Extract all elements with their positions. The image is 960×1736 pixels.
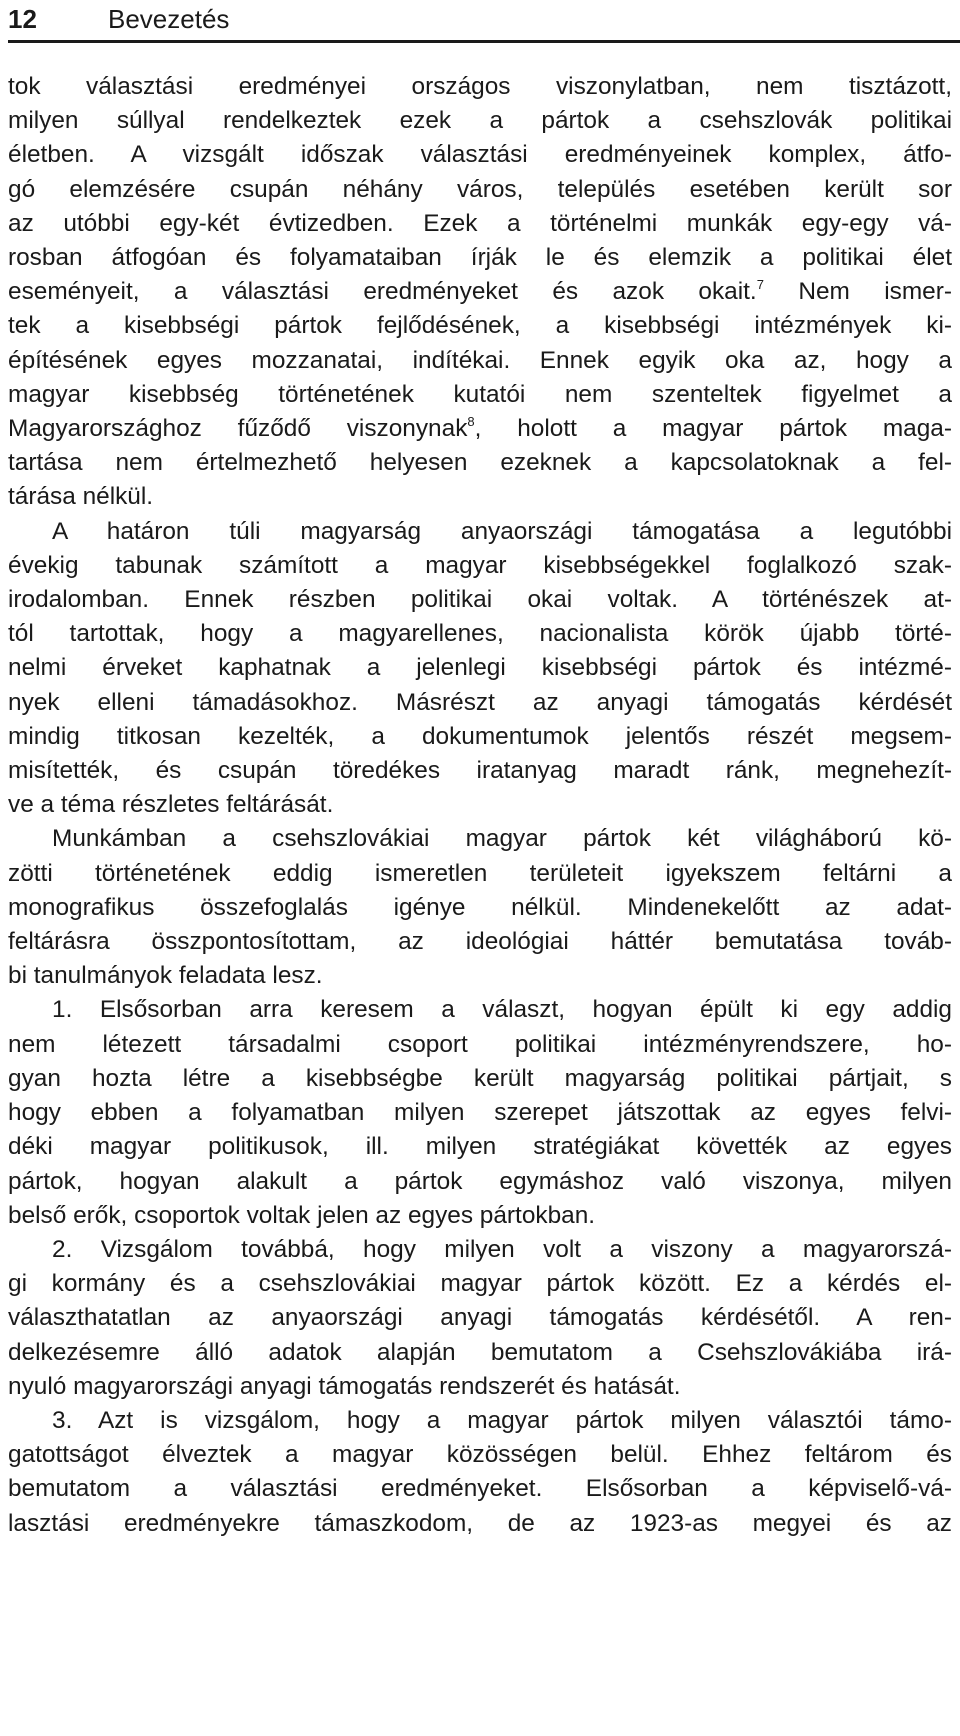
text-line: nyuló magyarországi anyagi támogatás rendszerét és hatását. [8,1372,681,1400]
text-line: lasztási eredményekre támaszkodom, de az 1923-as megyei és az [8,1509,952,1537]
running-title: Bevezetés [108,4,230,34]
text-line: nelmi érveket kaphatnak a jelenlegi kisebbségi pártok és intézmé- [8,654,952,682]
text-line: magyar kisebbség történetének kutatói nem szenteltek figyelmet a [8,380,952,408]
header-rule [8,40,960,43]
text-line [8,275,952,309]
text-line: pártok, hogyan alakult a pártok egymáshoz való viszonya, milyen [8,1167,952,1195]
text-line: milyen súllyal rendelkeztek ezek a pártok a csehszlovák politikai [8,107,952,135]
footnote-marker[interactable]: 8 [467,414,475,430]
text-line: 2. Vizsgálom továbbá, hogy milyen volt a viszony a magyarorszá- [52,1235,952,1263]
text-line: bi tanulmányok feladata lesz. [8,962,323,990]
footnote-marker[interactable]: 7 [756,277,764,293]
text-line: tárása nélkül. [8,483,154,511]
body-text [8,70,952,1541]
text-line: misítették, és csupán töredékes iratanyag maradt ránk, megnehezít- [8,757,952,785]
text-line: tól tartottak, hogy a magyarellenes, nacionalista körök újabb törté- [8,620,952,648]
text-line: tek a kisebbségi pártok fejlődésének, a kisebbségi intézmények ki- [8,312,952,340]
text-line: rosban átfogóan és folyamataiban írják le és elemzik a politikai élet [8,244,952,272]
text-line: monografikus összefoglalás igénye nélkül. Mindenekelőtt az adat- [8,893,952,921]
text-line: 3. Azt is vizsgálom, hogy a magyar pártok milyen választói támo- [52,1406,952,1434]
text-line: delkezésemre álló adatok alapján bemutatom a Csehszlovákiába irá- [8,1338,952,1366]
text-line: ve a téma részletes feltárását. [8,791,334,819]
text-line: az utóbbi egy-két évtizedben. Ezek a történelmi munkák egy-egy vá- [8,209,952,237]
text-line: gyan hozta létre a kisebbségbe került magyarság politikai pártjait, s [8,1064,952,1092]
text-line: gó elemzésére csupán néhány város, település esetében került sor [8,175,952,203]
text-line: 1. Elsősorban arra keresem a választ, hogyan épült ki egy addig [52,996,952,1024]
text-line: tok választási eredményei országos viszonylatban, nem tisztázott, [8,73,952,100]
text-line: zötti történetének eddig ismeretlen területeit igyekszem feltárni a [8,859,952,887]
text-line: Munkámban a csehszlovákiai magyar pártok két világháború kö- [52,825,952,853]
line-text: Magyarországhoz fűződő viszonynak [8,415,468,443]
text-line: bemutatom a választási eredményeket. Elsősorban a képviselő-vá- [8,1475,952,1503]
line-text: , holott a magyar pártok maga- [474,415,952,443]
text-line: tartása nem értelmezhető helyesen ezeknek a kapcsolatoknak a fel- [8,449,952,477]
text-line: déki magyar politikusok, ill. milyen stratégiákat követték az egyes [8,1133,952,1161]
text-line: nem létezett társadalmi csoport politikai intézményrendszere, ho- [8,1030,952,1058]
text-line: nyek elleni támadásokhoz. Másrészt az anyagi támogatás kérdését [8,688,952,716]
text-line: választhatatlan az anyaországi anyagi támogatás kérdésétől. A ren- [8,1304,952,1332]
text-line: építésének egyes mozzanatai, indítékai. Ennek egyik oka az, hogy a [8,346,952,374]
page-header [8,0,960,44]
text-line: gatottságot élveztek a magyar közösségen belül. Ehhez feltárom és [8,1441,952,1469]
text-line: irodalomban. Ennek részben politikai okai voltak. A történészek at- [8,586,952,614]
page-number: 12 [8,4,37,34]
text-line [8,412,952,446]
line-text: eseményeit, a választási eredményeket és azok okait. [8,278,757,306]
text-line: életben. A vizsgált időszak választási eredményeinek komplex, átfo- [8,141,952,169]
text-line: hogy ebben a folyamatban milyen szerepet játszottak az egyes felvi- [8,1099,952,1127]
text-line: gi kormány és a csehszlovákiai magyar pártok között. Ez a kérdés el- [8,1270,952,1298]
line-text: Nem ismer- [763,278,952,306]
text-line: mindig titkosan kezelték, a dokumentumok jelentős részét megsem- [8,722,952,750]
text-line: A határon túli magyarság anyaországi támogatása a legutóbbi [52,517,952,545]
text-line: feltárásra összpontosítottam, az ideológiai háttér bemutatása továb- [8,928,952,956]
text-line: belső erők, csoportok voltak jelen az egyes pártokban. [8,1201,596,1229]
text-line: évekig tabunak számított a magyar kisebbségekkel foglalkozó szak- [8,551,952,579]
